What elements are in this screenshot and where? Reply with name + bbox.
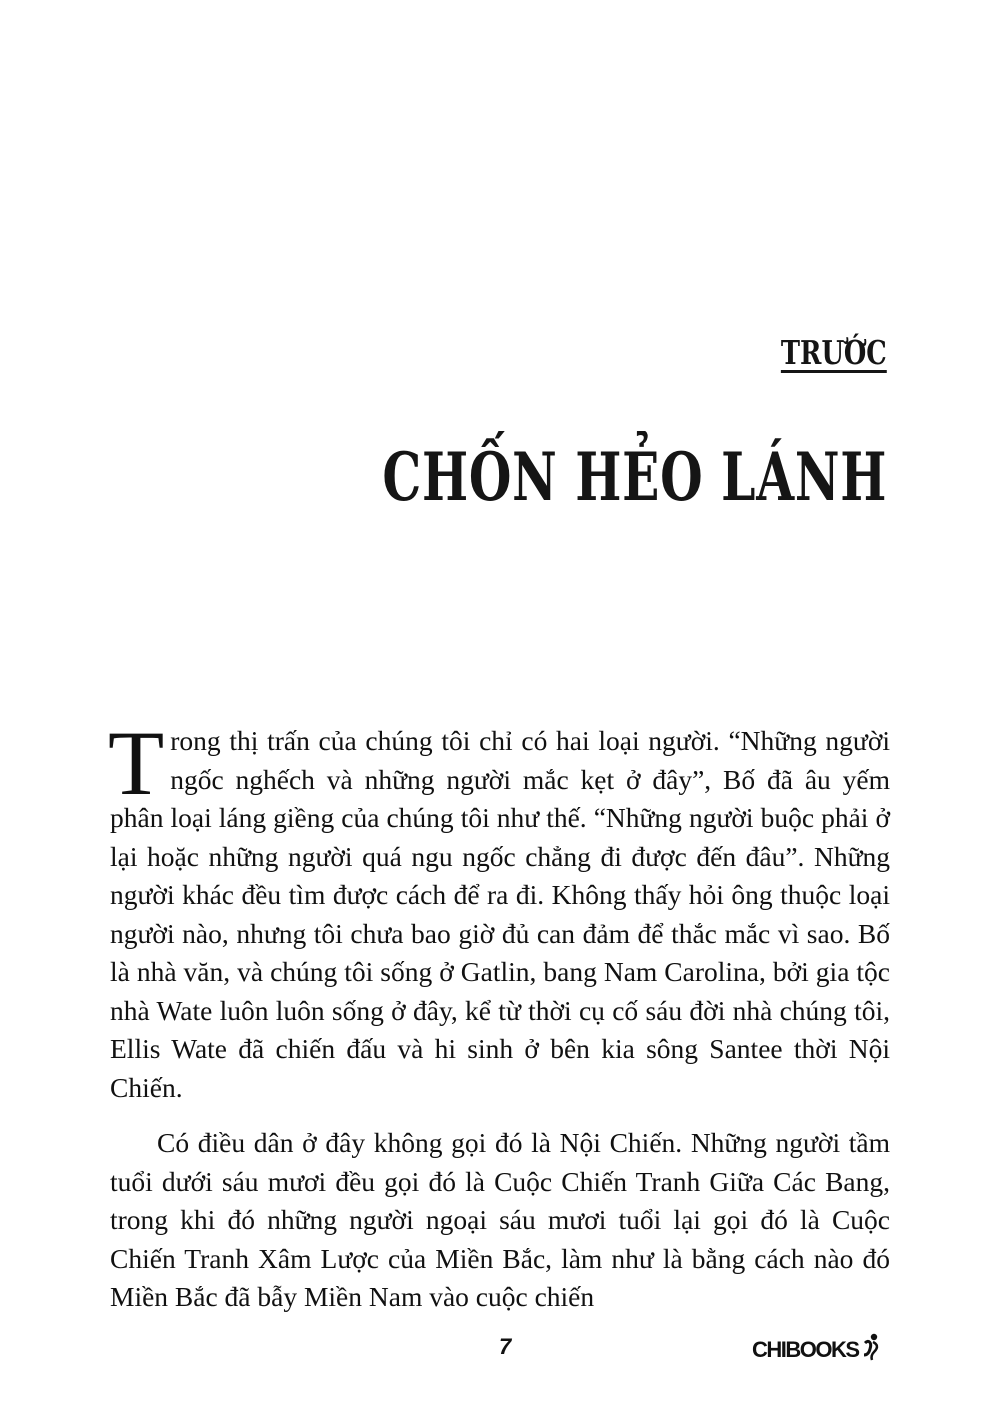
chibooks-figure-icon	[861, 1333, 881, 1367]
paragraph-1-text: rong thị trấn của chúng tôi chỉ có hai loại người. “Những người ngốc nghếch và những người mắc kẹt ở đây”, Bố đã âu yếm phân loại láng giềng của chúng tôi như thế. “Những người buộc phải ở lại hoặc những người quá ngu ngốc chẳng đi được đến đâu”. Những người khác đều tìm được cách để ra đi. Không thấy hỏi ông thuộc loại người nào, nhưng tôi chưa bao giờ đủ can đảm để thắc mắc vì sao. Bố là nhà văn, và chúng tôi sống ở Gatlin, bang Nam Carolina, bởi gia tộc nhà Wate luôn luôn sống ở đây, kể từ thời cụ cố sáu đời nhà chúng tôi, Ellis Wate đã chiến đấu và hi sinh ở bên kia sông Santee thời Nội Chiến.	[110, 725, 890, 1103]
page-number: 7	[499, 1334, 512, 1359]
part-label: TRƯỚC	[781, 333, 887, 372]
body-text	[108, 712, 890, 1317]
dropcap: T	[108, 712, 165, 814]
publisher-name: CHIBOOKS	[752, 1337, 859, 1362]
paragraph-1	[108, 712, 890, 1107]
chapter-title: CHỐN HẺO LÁNH	[382, 438, 887, 516]
paragraph-2: Có điều dân ở đây không gọi đó là Nội Chiến. Những người tầm tuổi dưới sáu mươi đều gọi đó là Cuộc Chiến Tranh Giữa Các Bang, trong khi đó những người ngoại sáu mươi tuổi lại gọi đó là Cuộc Chiến Tranh Xâm Lược của Miền Bắc, làm như là bằng cách nào đó Miền Bắc đã bẫy Miền Nam vào cuộc chiến	[110, 1127, 890, 1312]
publisher-logo	[752, 1333, 881, 1367]
